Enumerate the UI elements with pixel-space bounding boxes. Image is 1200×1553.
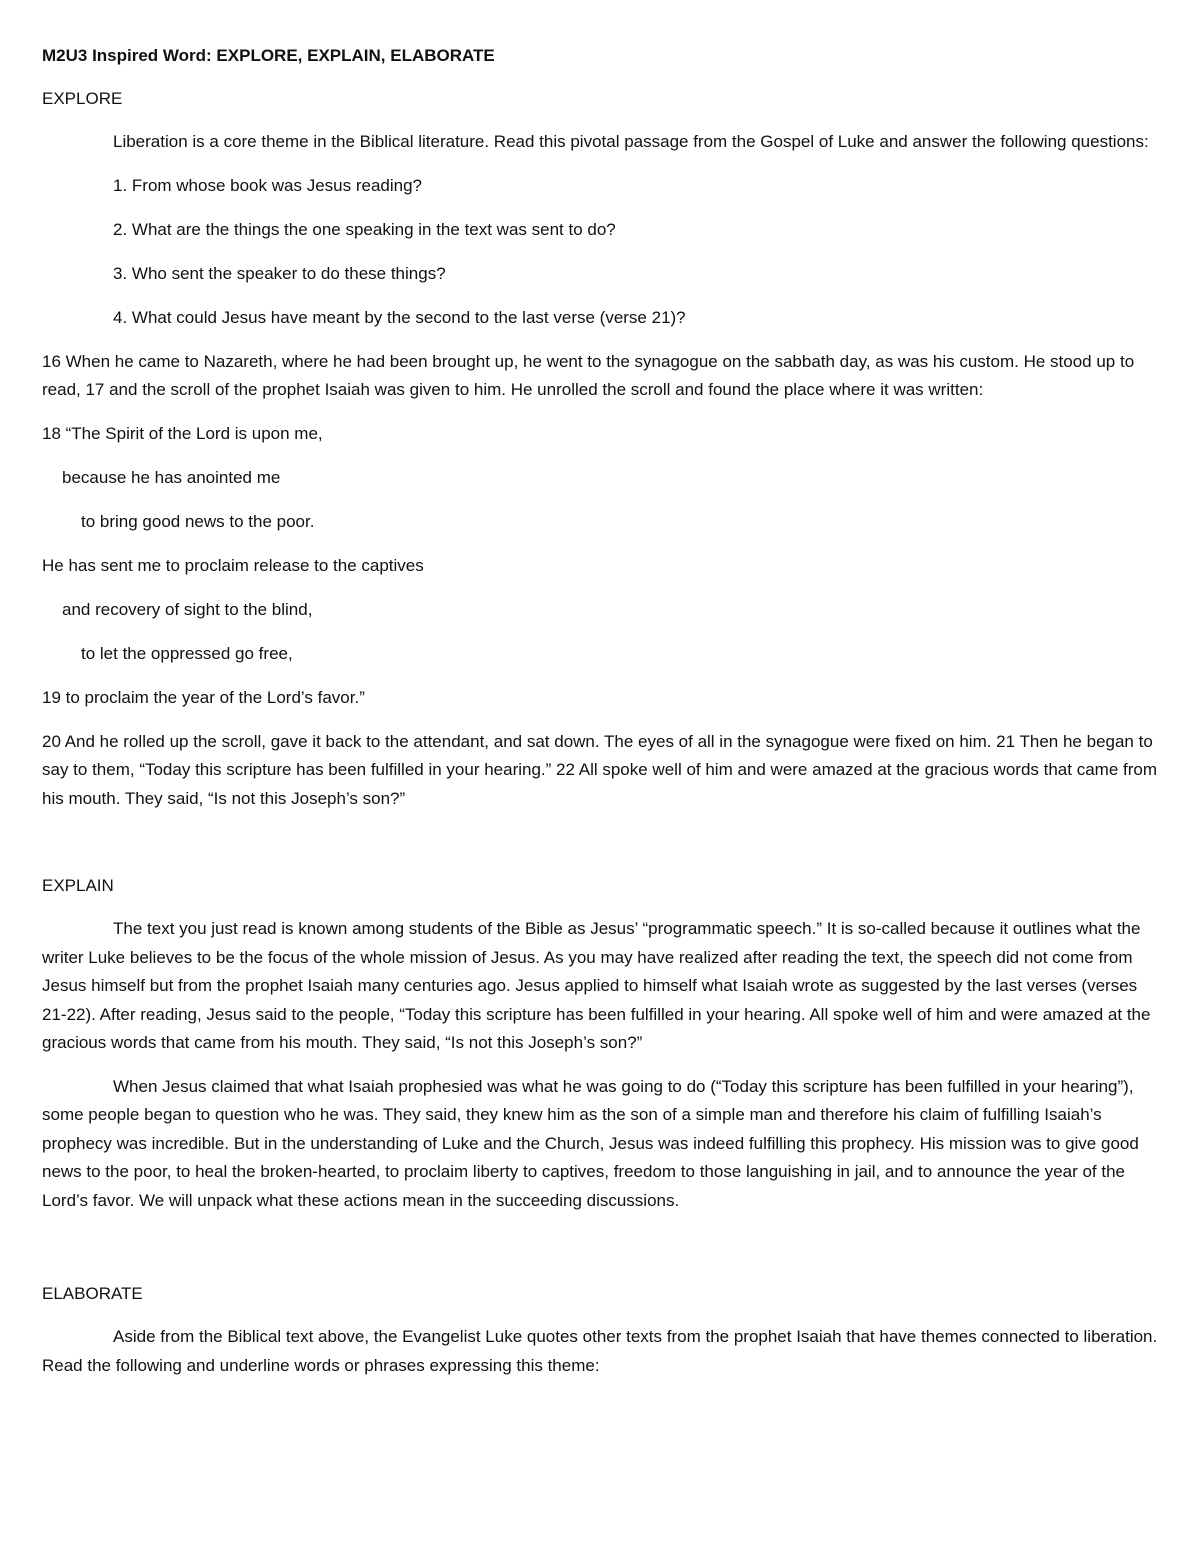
elaborate-heading: ELABORATE: [42, 1284, 143, 1303]
verse-line: to bring good news to the poor.: [81, 511, 315, 531]
question-item: 3. Who sent the speaker to do these things?: [113, 263, 446, 283]
verse-line: He has sent me to proclaim release to the captives: [42, 555, 424, 575]
explore-intro: Liberation is a core theme in the Biblical literature. Read this pivotal passage from the Gospel of Luke and answer the following questions:: [113, 132, 1149, 151]
verse-line: 18 “The Spirit of the Lord is upon me,: [42, 423, 323, 443]
section-spacer: [42, 828, 1160, 872]
question-item: 1. From whose book was Jesus reading?: [113, 175, 422, 195]
elaborate-section: [42, 1280, 1160, 1380]
elaborate-intro: Aside from the Biblical text above, the Evangelist Luke quotes other texts from the prophet Isaiah that have themes connected to liberation. Read the following and underline words or phrases expressing this theme:: [42, 1327, 1158, 1375]
verse-line: because he has anointed me: [62, 467, 281, 487]
verse-line: to let the oppressed go free,: [81, 643, 293, 663]
document-page: [42, 42, 1160, 1395]
verse-line: 19 to proclaim the year of the Lord’s favor.”: [42, 687, 365, 707]
passage-intro: 16 When he came to Nazareth, where he had been brought up, he went to the synagogue on the sabbath day, as was his custom. He stood up to read, 17 and the scroll of the prophet Isaiah was given to him. He unrolled the scroll and found the place where it was written:: [42, 351, 1135, 399]
passage-end: 20 And he rolled up the scroll, gave it back to the attendant, and sat down. The eyes of all in the synagogue were fixed on him. 21 Then he began to say to them, “Today this scripture has been fulfilled in your hearing.” 22 All spoke well of him and were amazed at the gracious words that came from his mouth. They said, “Is not this Joseph’s son?”: [42, 731, 1157, 808]
verse-line: and recovery of sight to the blind,: [62, 599, 313, 619]
explain-heading: EXPLAIN: [42, 876, 114, 895]
scripture-verses: [42, 420, 1160, 712]
question-item: 4. What could Jesus have meant by the second to the last verse (verse 21)?: [113, 307, 686, 327]
question-item: 2. What are the things the one speaking in the text was sent to do?: [113, 219, 616, 239]
question-list: [42, 172, 1160, 332]
explore-section: [42, 85, 1160, 813]
explore-heading: EXPLORE: [42, 89, 123, 108]
document-title: M2U3 Inspired Word: EXPLORE, EXPLAIN, ELABORATE: [42, 46, 495, 65]
explain-paragraph: When Jesus claimed that what Isaiah prophesied was what he was going to do (“Today this scripture has been fulfilled in your hearing”), some people began to question who he was. They said, they knew him as the son of a simple man and therefore his claim of fulfilling Isaiah’s prophecy was incredible. But in the understanding of Luke and the Church, Jesus was indeed fulfilling this prophecy. His mission was to give good news to the poor, to heal the broken-hearted, to proclaim liberty to captives, freedom to those languishing in jail, and to announce the year of the Lord’s favor. We will unpack what these actions mean in the succeeding discussions.: [42, 1076, 1139, 1210]
explain-section: [42, 872, 1160, 1215]
section-spacer: [42, 1230, 1160, 1280]
explain-paragraph: The text you just read is known among students of the Bible as Jesus’ “programmatic speech.” It is so-called because it outlines what the writer Luke believes to be the focus of the whole mission of Jesus. As you may have realized after reading the text, the speech did not come from Jesus himself but from the prophet Isaiah many centuries ago. Jesus applied to himself what Isaiah wrote as suggested by the last verses (verses 21-22). After reading, Jesus said to the people, “Today this scripture has been fulfilled in your hearing. All spoke well of him and were amazed at the gracious words that came from his mouth. They said, “Is not this Joseph’s son?”: [42, 919, 1151, 1052]
